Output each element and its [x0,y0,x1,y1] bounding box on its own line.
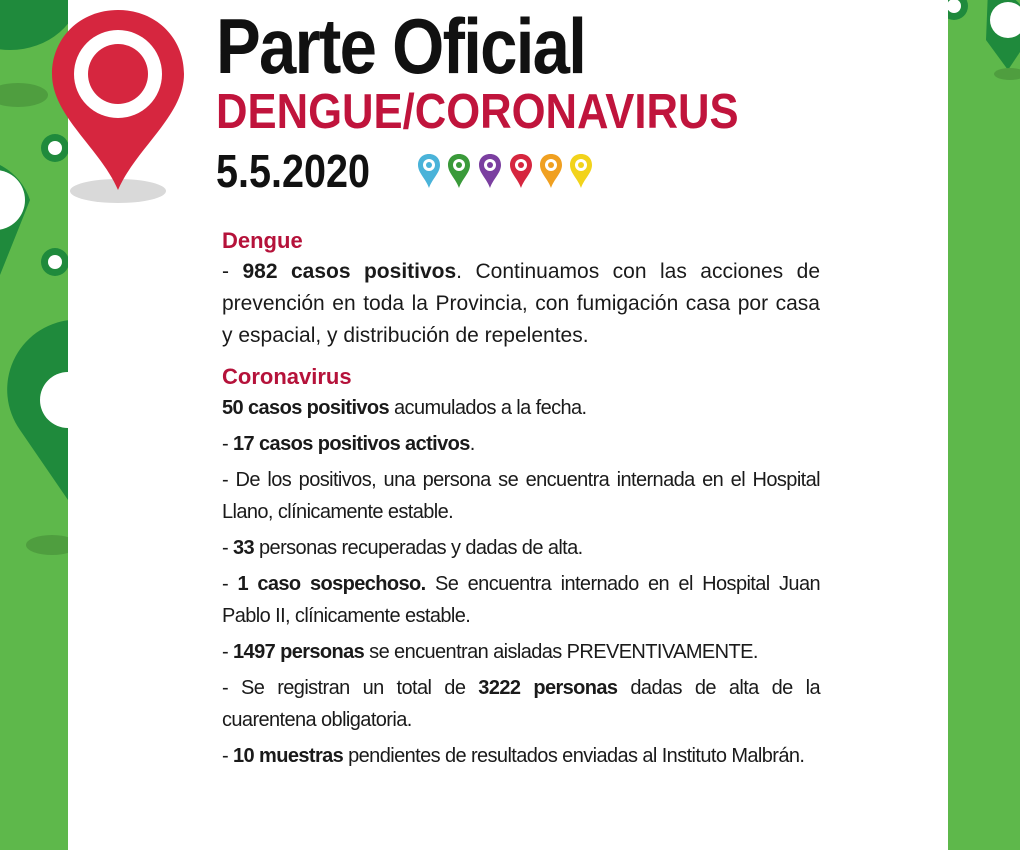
location-pin-icon-green [448,154,470,188]
location-pin-icon-yellow [570,154,592,188]
covid-suspected-text: Se encuentra internado en el Hospital Juan Pablo II, clínicamente estable. [222,573,820,627]
location-pin-icon-orange [540,154,562,188]
location-pin-icon-blue [418,154,440,188]
covid-active-prefix: - [222,433,234,455]
covid-quarantine-bold: 3222 personas [478,677,618,699]
covid-suspected-prefix: - [222,573,238,595]
covid-isolated-prefix: - [222,641,234,663]
covid-total-cases [222,392,820,424]
page-subtitle: DENGUE/CORONAVIRUS [216,85,739,139]
covid-hospitalized: - De los positivos, una persona se encuentra internada en el Hospital Llano, clínicamente estable. [222,469,820,523]
covid-suspected-bold: 1 caso sospechoso. [237,573,426,595]
covid-total-text: acumulados a la fecha. [389,397,587,419]
location-pin-icon-purple [479,154,501,188]
colored-pins-row [416,152,606,192]
dengue-text: . Continuamos con las acciones de prevención en toda la Provincia, con fumigación casa por casa y espacial, y distribución de repelentes. [222,260,821,347]
dengue-paragraph [222,256,820,352]
dengue-prefix: - [222,260,243,283]
covid-samples-prefix: - [222,745,234,767]
covid-recovered [222,532,820,564]
report-date: 5.5.2020 [216,145,370,197]
covid-recovered-prefix: - [222,537,234,559]
covid-samples-text: pendientes de resultados enviadas al Instituto Malbrán. [343,745,805,767]
location-pin-icon [50,8,190,208]
covid-recovered-bold: 33 [233,537,255,559]
right-background-panel [948,0,1020,850]
covid-quarantine-prefix: - Se registran un total de [222,677,479,699]
covid-total-bold: 50 casos positivos [222,397,390,419]
covid-quarantine-released [222,672,820,736]
covid-pending-samples [222,740,820,772]
covid-isolated-bold: 1497 personas [233,641,365,663]
covid-isolated [222,636,820,668]
location-pin-icon-red [510,154,532,188]
covid-isolated-text: se encuentran aisladas PREVENTIVAMENTE. [364,641,758,663]
covid-active-bold: 17 casos positivos activos [233,433,470,455]
covid-quarantine-text: dadas de alta de la cuarentena obligatoria. [222,677,820,731]
dengue-heading: Dengue [222,228,303,253]
covid-suspected [222,568,820,632]
covid-active-text: . [469,433,475,455]
covid-samples-bold: 10 muestras [233,745,344,767]
covid-recovered-text: personas recuperadas y dadas de alta. [254,537,583,559]
page-title: Parte Oficial [216,2,586,90]
decorative-pins-right [948,0,1020,850]
dengue-cases: 982 casos positivos [242,260,457,283]
bulletin-content [222,226,820,772]
covid-active-cases [222,428,820,460]
coronavirus-heading: Coronavirus [222,364,352,389]
